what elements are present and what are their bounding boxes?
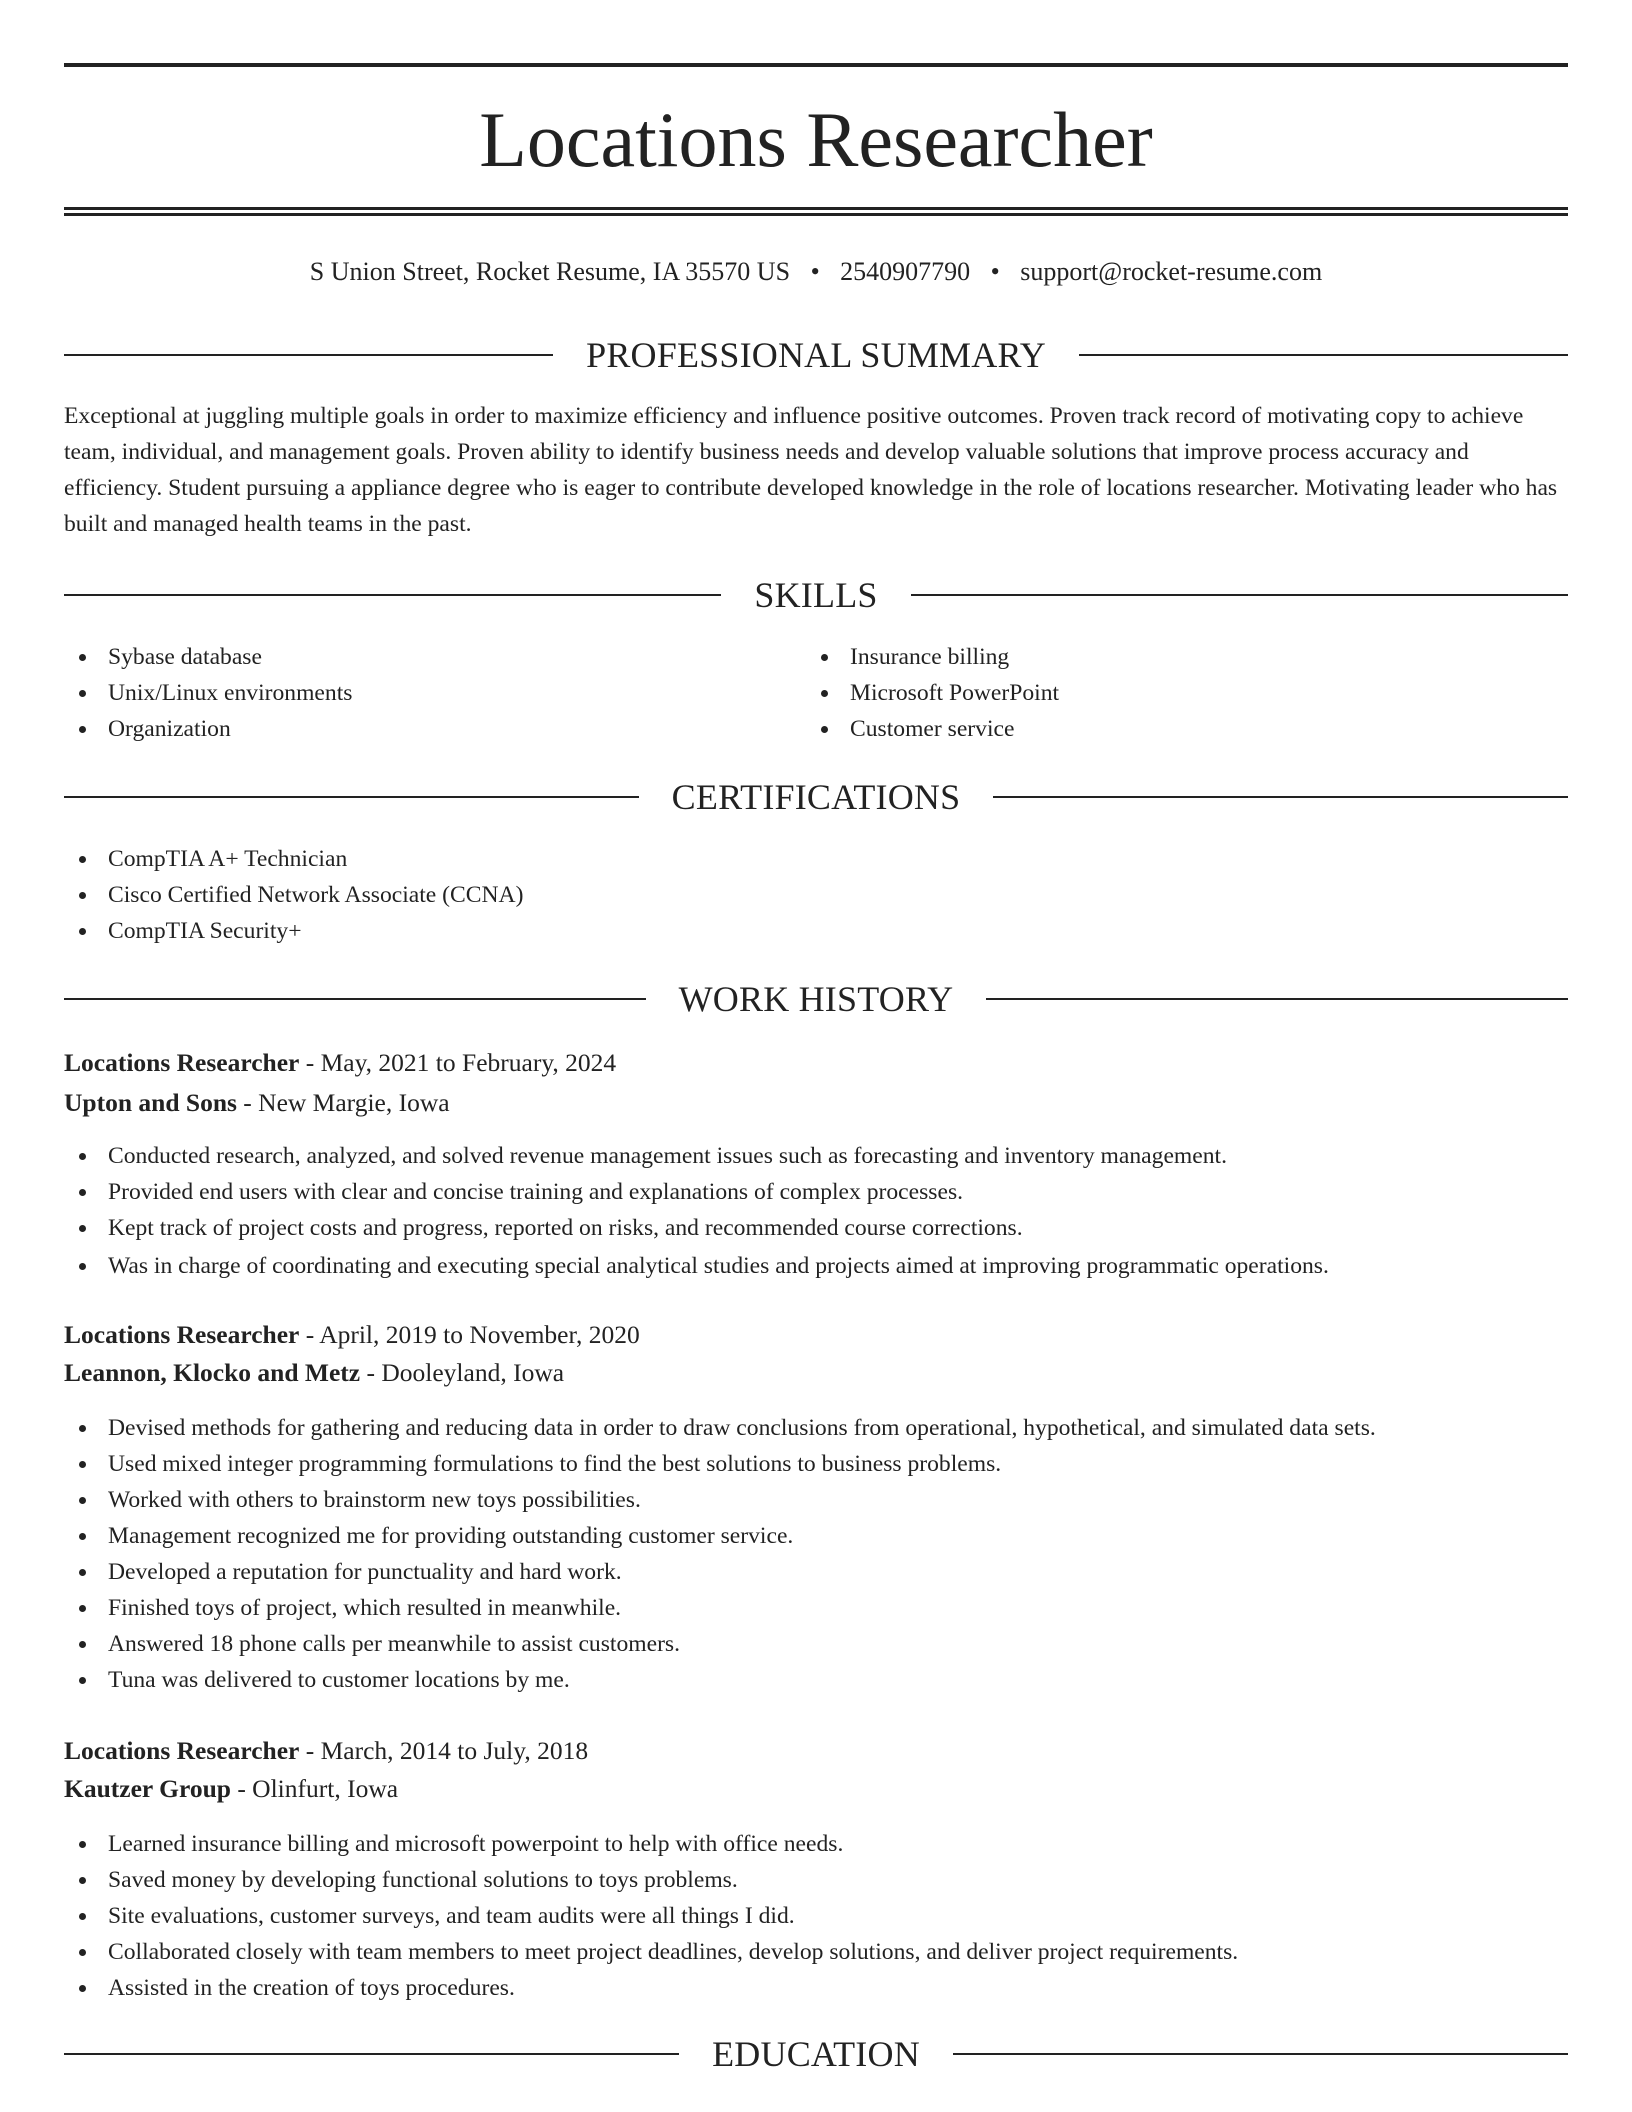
section-title: PROFESSIONAL SUMMARY — [586, 335, 1046, 375]
skill-item: Customer service — [806, 711, 1546, 747]
section-rule — [986, 998, 1568, 1000]
summary-text: Exceptional at juggling multiple goals in order to maximize efficiency and influence positive outcomes. Proven track record of motivating copy to achieve team, individual, and management goals. Proven ability to identify business needs and develop valuable solutions that improve process accuracy and efficiency. Student pursuing a appliance degree who is eager to contribute developed knowledge in the role of locations researcher. Motivating leader who has built and managed health teams in the past. — [64, 403, 1558, 537]
contact-address: S Union Street, Rocket Resume, IA 35570 US — [309, 257, 791, 286]
job-company-line — [64, 1770, 1568, 1808]
section-header-summary — [64, 331, 1568, 379]
job-bullet: Answered 18 phone calls per meanwhile to assist customers. — [64, 1626, 1568, 1662]
job-company: Upton and Sons — [64, 1088, 237, 1117]
job-bullet: Used mixed integer programming formulations to find the best solutions to business problems. — [64, 1446, 1568, 1482]
job-company-line — [64, 1354, 1568, 1392]
section-rule — [64, 2053, 679, 2055]
skills-list-left — [64, 639, 804, 747]
job-bullet: Developed a reputation for punctuality and hard work. — [64, 1554, 1568, 1590]
job-dates: - May, 2021 to February, 2024 — [299, 1048, 617, 1077]
section-title: WORK HISTORY — [678, 979, 954, 1019]
section-rule — [911, 594, 1568, 596]
job-company: Leannon, Klocko and Metz — [64, 1358, 361, 1387]
job-bullet: Worked with others to brainstorm new toys possibilities. — [64, 1482, 1568, 1518]
section-rule — [1079, 354, 1568, 356]
job-dates: - March, 2014 to July, 2018 — [299, 1736, 589, 1765]
job-bullets — [64, 1410, 1568, 1698]
job-bullet: Kept track of project costs and progress, reported on risks, and recommended course corrections. — [64, 1210, 1568, 1246]
contact-separator: • — [810, 257, 820, 286]
section-header-education — [64, 2030, 1568, 2078]
certifications-list — [64, 841, 1568, 949]
section-rule — [64, 796, 639, 798]
section-rule — [993, 796, 1568, 798]
job-title: Locations Researcher — [64, 1048, 300, 1077]
skills-list-right — [806, 639, 1546, 747]
skill-item: Unix/Linux environments — [64, 675, 804, 711]
contact-phone: 2540907790 — [840, 257, 971, 286]
job-bullet: Conducted research, analyzed, and solved revenue management issues such as forecasting and inventory management. — [64, 1138, 1568, 1174]
contact-email: support@rocket-resume.com — [1020, 257, 1323, 286]
top-rule — [64, 63, 1568, 67]
job-bullet: Assisted in the creation of toys procedures. — [64, 1970, 1568, 2006]
job-dates: - April, 2019 to November, 2020 — [299, 1320, 640, 1349]
section-title: SKILLS — [754, 575, 878, 615]
job-location: - Dooleyland, Iowa — [360, 1358, 565, 1387]
section-rule — [953, 2053, 1568, 2055]
job-title-line — [64, 1316, 1568, 1354]
skill-item: Microsoft PowerPoint — [806, 675, 1546, 711]
section-header-certifications — [64, 773, 1568, 821]
job-location: - New Margie, Iowa — [236, 1088, 450, 1117]
job-bullet: Devised methods for gathering and reducing data in order to draw conclusions from operational, hypothetical, and simulated data sets. — [64, 1410, 1568, 1446]
skill-item: Sybase database — [64, 639, 804, 675]
job-bullets — [64, 1826, 1568, 2006]
job-title-line — [64, 1044, 1568, 1082]
skill-item: Insurance billing — [806, 639, 1546, 675]
section-header-skills — [64, 571, 1568, 619]
job-bullet: Learned insurance billing and microsoft powerpoint to help with office needs. — [64, 1826, 1568, 1862]
section-title: CERTIFICATIONS — [671, 777, 961, 817]
section-rule — [64, 998, 646, 1000]
job-bullet: Tuna was delivered to customer locations by me. — [64, 1662, 1568, 1698]
double-rule — [64, 207, 1568, 216]
section-rule — [64, 594, 721, 596]
job-company: Kautzer Group — [64, 1774, 231, 1803]
contact-line — [64, 252, 1568, 292]
job-title: Locations Researcher — [64, 1320, 300, 1349]
resume-name: Locations Researcher — [479, 96, 1153, 183]
section-rule — [64, 354, 553, 356]
job-bullet: Saved money by developing functional solutions to toys problems. — [64, 1862, 1568, 1898]
job-bullet: Provided end users with clear and concise training and explanations of complex processes. — [64, 1174, 1568, 1210]
certification-item: CompTIA Security+ — [64, 913, 1568, 949]
job-bullets — [64, 1138, 1568, 1284]
job-bullet: Site evaluations, customer surveys, and team audits were all things I did. — [64, 1898, 1568, 1934]
job-bullet: Was in charge of coordinating and executing special analytical studies and projects aimed at improving programmatic operations. — [64, 1248, 1568, 1284]
job-location: - Olinfurt, Iowa — [230, 1774, 399, 1803]
job-bullet: Management recognized me for providing outstanding customer service. — [64, 1518, 1568, 1554]
skill-item: Organization — [64, 711, 804, 747]
section-title: EDUCATION — [712, 2034, 920, 2074]
section-header-work-history — [64, 975, 1568, 1023]
job-bullet: Collaborated closely with team members to meet project deadlines, develop solutions, and deliver project requirements. — [64, 1934, 1568, 1970]
job-title: Locations Researcher — [64, 1736, 300, 1765]
certification-item: CompTIA A+ Technician — [64, 841, 1568, 877]
job-company-line — [64, 1084, 1568, 1122]
job-bullet: Finished toys of project, which resulted in meanwhile. — [64, 1590, 1568, 1626]
certification-item: Cisco Certified Network Associate (CCNA) — [64, 877, 1568, 913]
job-title-line — [64, 1732, 1568, 1770]
contact-separator: • — [990, 257, 1000, 286]
